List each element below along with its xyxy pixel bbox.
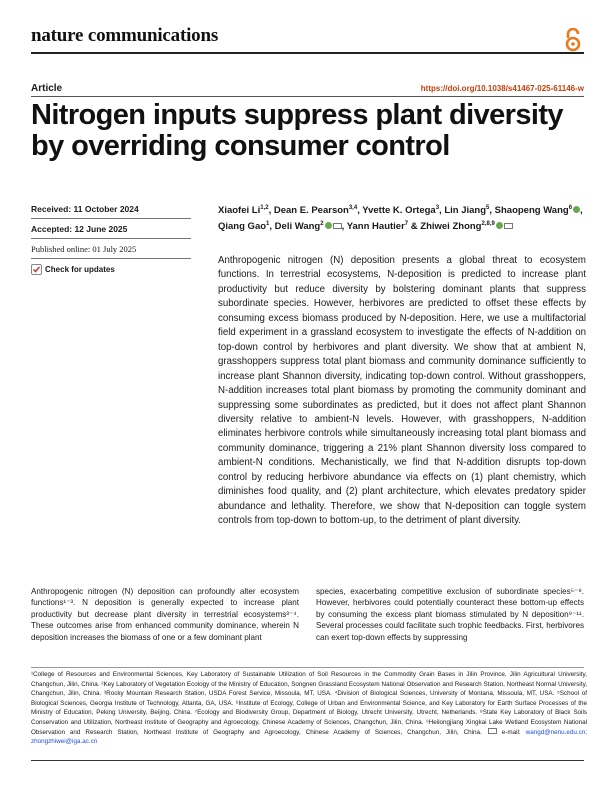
published-date: Published online: 01 July 2025 bbox=[31, 244, 137, 254]
author-name-text: Qiang Gao bbox=[218, 221, 267, 232]
author-separator: , bbox=[489, 205, 492, 216]
orcid-icon[interactable] bbox=[496, 222, 503, 229]
correspondence-emails[interactable]: wangd@nenu.edu.cn; zhongzhiwei@iga.ac.cn bbox=[31, 728, 588, 746]
author-affiliation-sup: 1,2 bbox=[260, 204, 269, 211]
meta-divider bbox=[31, 218, 191, 219]
check-updates-icon bbox=[31, 264, 42, 275]
author-affiliation-sup: 5 bbox=[486, 204, 490, 211]
author-affiliation-sup: 6 bbox=[568, 204, 573, 211]
author-name[interactable] bbox=[420, 221, 513, 232]
author-name-text: Shaopeng Wang bbox=[494, 205, 569, 216]
author-separator: , bbox=[439, 205, 442, 216]
email-label: e-mail: bbox=[501, 728, 521, 736]
orcid-icon[interactable] bbox=[573, 206, 580, 213]
body-column-left: Anthropogenic nitrogen (N) deposition can profoundly alter ecosystem functions¹⁻³. N deposition is generally expected to increase plant productivity but decrease plant diversity in terrestrial ecosystems³⁻⁴. These outcomes arise from enhanced community dominance, wherein N deposition increases the biomass of one or a few dominant plant bbox=[31, 587, 299, 642]
check-updates-label: Check for updates bbox=[45, 265, 115, 274]
article-title: Nitrogen inputs suppress plant diversity by overriding consumer control bbox=[31, 99, 563, 162]
affiliations bbox=[31, 670, 587, 747]
article-type-label: Article bbox=[31, 83, 63, 94]
author-name[interactable] bbox=[218, 205, 271, 216]
author-affiliation-sup: 2,8,9 bbox=[481, 220, 495, 227]
author-separator: , bbox=[268, 205, 272, 216]
meta-divider bbox=[31, 258, 191, 259]
author-name-text: Deli Wang bbox=[274, 221, 321, 232]
author-name-text: Dean E. Pearson bbox=[273, 205, 349, 216]
author-name-text: Zhiwei Zhong bbox=[420, 221, 482, 232]
received-date: Received: 11 October 2024 bbox=[31, 204, 139, 214]
author-separator: , bbox=[580, 205, 583, 216]
author-affiliation-sup: 3,4 bbox=[348, 204, 358, 211]
author-name[interactable] bbox=[444, 205, 492, 216]
footer-rule bbox=[31, 760, 584, 761]
author-name-text: Lin Jiang bbox=[444, 205, 487, 216]
check-for-updates-link[interactable] bbox=[31, 264, 115, 275]
author-separator: , bbox=[357, 205, 360, 216]
author-name-text: Yvette K. Ortega bbox=[362, 205, 436, 216]
author-name[interactable] bbox=[218, 221, 272, 232]
author-separator: , bbox=[341, 221, 345, 232]
author-list bbox=[218, 203, 588, 235]
header-rule bbox=[31, 52, 584, 54]
email-icon[interactable] bbox=[333, 223, 342, 229]
accepted-date: Accepted: 12 June 2025 bbox=[31, 224, 128, 234]
meta-divider bbox=[31, 238, 191, 239]
body-column-right: species, exacerbating competitive exclusion of subordinate species⁵⁻⁸. However, herbivores could potentially counteract these bottom-up effects by consuming the excess plant biomass stimulated by N deposition⁹⁻¹¹. Several processes could facilitate such trophic feedbacks. First, herbivores can exert top-down effects by suppressing bbox=[316, 587, 584, 642]
author-separator: , bbox=[269, 221, 273, 232]
author-name[interactable] bbox=[275, 221, 345, 232]
abstract: Anthropogenic nitrogen (N) deposition presents a global threat to ecosystem functions. In terrestrial ecosystems, N-deposition is predicted to increase plant productivity but reduce diversity by bolstering dominant plants that suppress subordinate species. However, herbivores are predicted to offset these effects by consuming excess biomass produced by N-deposition. Here, we use a multifactorial field experiment in a grassland ecosystem to investigate the effects of N-addition on top-down control by herbivores and plant diversity. We show that at ambient N, grasshoppers suppress total plant biomass and community dominance sufficiently to increase plant Shannon diversity, indicating top-down control. Without grasshoppers, N-addition increases total plant biomass by promoting the community dominant and suppressing some subordinates as predicted, but it does not affect plant Shannon diversity relative to ambient-N levels. However, with grasshoppers, N-addition eliminates herbivore controls while simultaneously increasing total plant biomass and community dominance, triggering a 21% plant Shannon diversity loss compared to ambient-N conditions. Mechanistically, we find that N-addition disrupts top-down control by reducing herbivore abundance via effects on (1) plant chemistry, which diminishes food quality, and (2) plant architecture, which elevates predatory spider abundance and lethality. Therefore, we show that N-deposition can toggle system controls from top-down to bottom-up, to the detriment of plant diversity. bbox=[218, 255, 586, 527]
author-name-text: Xiaofei Li bbox=[218, 205, 261, 216]
affiliations-text: ¹College of Resources and Environmental Sciences, Key Laboratory of Sustainable Utilization of Soil Resources in the Commodity Grain Bases in Jilin Province, Jilin Agricultural University, Changchun, Jilin, China. ²Key Laboratory of Vegetation Ecology of the Ministry of Education, Songnen Grassland Ecosystem National Observation and Research Station, Northeast Normal University, Changchun, Jilin, China. ³Rocky Mountain Research Station, USDA Forest Service, Missoula, MT, USA. ⁴Division of Biological Sciences, University of Montana, Missoula, MT, USA. ⁵School of Biological Sciences, Georgia Institute of Technology, Atlanta, GA, USA. ⁶Institute of Ecology, College of Urban and Environmental Science, and Key Laboratory for Earth Surface Processes of the Ministry of Education, Peking University, Beijing, China. ⁷Ecology and Biodiversity Group, Department of Biology, Utrecht University, Utrecht, Netherlands. ⁸State Key Laboratory of Black Soils Conservation and Utilization, Northeast Institute of Geography and Agroecology, Chinese Academy of Sciences, Changchun, Jilin, China. ⁹Heilongjiang Xingkai Lake Wetland Ecosystem National Observation and Research Station, Northeast Institute of Geography and Agroecology, Chinese Academy of Sciences, Changchun, Jilin, China. bbox=[31, 671, 587, 736]
author-name-text: Yann Hautier bbox=[346, 221, 405, 232]
email-icon bbox=[488, 728, 497, 734]
author-name[interactable] bbox=[495, 205, 583, 216]
orcid-icon[interactable] bbox=[325, 222, 332, 229]
author-affiliation-sup: 1 bbox=[266, 220, 270, 227]
author-name[interactable] bbox=[347, 221, 418, 232]
email-icon[interactable] bbox=[504, 223, 513, 229]
author-affiliation-sup: 7 bbox=[404, 220, 409, 227]
author-affiliation-sup: 2 bbox=[320, 220, 324, 227]
author-name[interactable] bbox=[274, 205, 360, 216]
open-access-lock-icon bbox=[564, 28, 582, 52]
author-separator: & bbox=[408, 221, 418, 232]
author-name[interactable] bbox=[362, 205, 441, 216]
journal-name: nature communications bbox=[31, 25, 219, 46]
affiliations-rule bbox=[31, 667, 584, 668]
doi-link[interactable]: https://doi.org/10.1038/s41467-025-61146-w bbox=[420, 84, 584, 93]
title-rule bbox=[31, 96, 584, 97]
author-affiliation-sup: 3 bbox=[435, 204, 440, 211]
